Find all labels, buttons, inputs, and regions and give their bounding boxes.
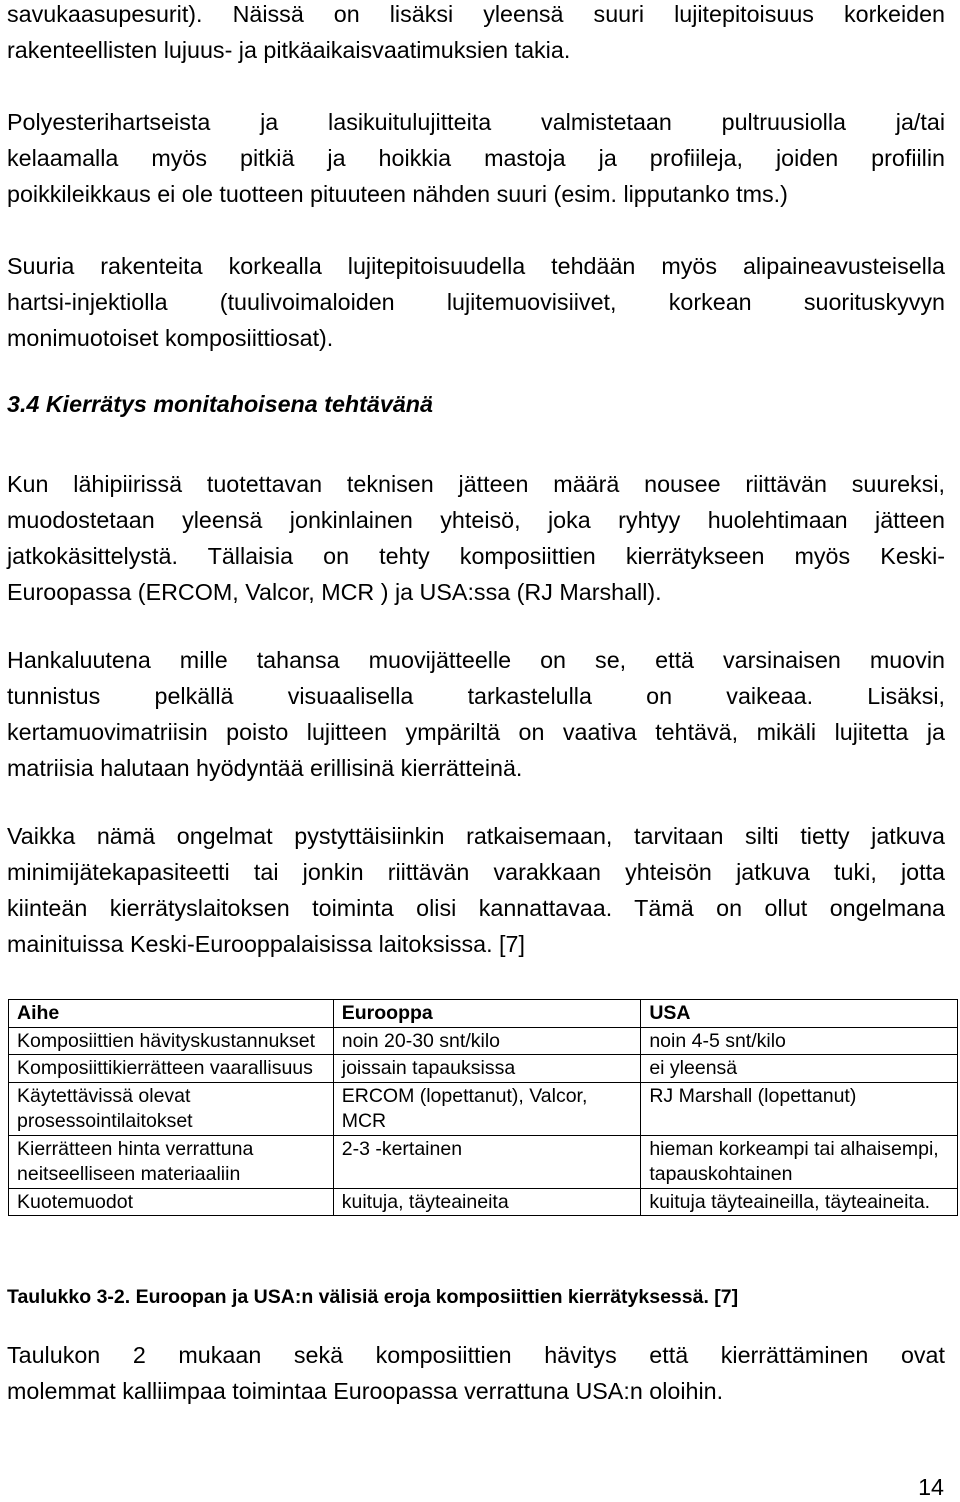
table-cell: Komposiittien hävityskustannukset bbox=[9, 1027, 334, 1055]
table-cell: joissain tapauksissa bbox=[333, 1055, 641, 1083]
text-line: Kun lähipiirissä tuotettavan teknisen jätteen määrä nousee riittävän suureksi, bbox=[7, 471, 945, 497]
table-cell: Käytettävissä olevat prosessointilaitokset bbox=[9, 1082, 334, 1135]
table-cell: kuituja täyteaineilla, täyteaineita. bbox=[641, 1188, 958, 1216]
text-line: Vaikka nämä ongelmat pystyttäisiinkin ratkaisemaan, tarvitaan silti tietty jatkuva bbox=[7, 823, 945, 849]
section-heading: 3.4 Kierrätys monitahoisena tehtävänä bbox=[7, 391, 433, 417]
text-line: Hankaluutena mille tahansa muovijätteelle on se, että varsinaisen muovin bbox=[7, 647, 945, 673]
text-line: Suuria rakenteita korkealla lujitepitoisuudella tehdään myös alipaineavusteisella bbox=[7, 253, 945, 279]
table-cell: ei yleensä bbox=[641, 1055, 958, 1083]
table-cell: Kierrätteen hinta verrattuna neitseelliseen materiaaliin bbox=[9, 1135, 334, 1188]
table-header-row bbox=[9, 1000, 958, 1028]
text-line: monimuotoiset komposiittiosat). bbox=[7, 325, 334, 351]
table-cell: RJ Marshall (lopettanut) bbox=[641, 1082, 958, 1135]
text-line: matriisia halutaan hyödyntää erillisinä kierrätteinä. bbox=[7, 755, 523, 781]
paragraph bbox=[7, 0, 945, 68]
paragraph bbox=[7, 466, 945, 610]
text-line: jatkokäsittelystä. Tällaisia on tehty komposiittien kierrätykseen myös Keski- bbox=[7, 543, 945, 569]
table-cell: noin 20-30 snt/kilo bbox=[333, 1027, 641, 1055]
table-row bbox=[9, 1135, 958, 1188]
text-line: tunnistus pelkällä visuaalisella tarkastelulla on vaikeaa. Lisäksi, bbox=[7, 683, 945, 709]
paragraph bbox=[7, 104, 945, 212]
table-header-cell: Aihe bbox=[9, 1000, 334, 1028]
text-line: kiinteän kierrätyslaitoksen toiminta olisi kannattavaa. Tämä on ollut ongelmana bbox=[7, 895, 945, 921]
text-line: mainituissa Keski-Eurooppalaisissa laitoksissa. [7] bbox=[7, 931, 525, 957]
text-line: Polyesterihartseista ja lasikuitulujitteita valmistetaan pultruusiolla ja/tai bbox=[7, 109, 945, 135]
text-line: minimijätekapasiteetti tai jonkin riittävän varakkaan yhteisön jatkuva tuki, jotta bbox=[7, 859, 945, 885]
text-line: Taulukon 2 mukaan sekä komposiittien hävitys että kierrättäminen ovat bbox=[7, 1342, 945, 1368]
table-cell: hieman korkeampi tai alhaisempi, tapauskohtainen bbox=[641, 1135, 958, 1188]
text-line: muodostetaan yleensä jonkinlainen yhteisö, joka ryhtyy huolehtimaan jätteen bbox=[7, 507, 945, 533]
text-line: hartsi-injektiolla (tuulivoimaloiden lujitemuovisiivet, korkean suorituskyvyn bbox=[7, 289, 945, 315]
text-line: molemmat kalliimpaa toimintaa Euroopassa verrattuna USA:n oloihin. bbox=[7, 1378, 724, 1404]
comparison-table bbox=[8, 999, 958, 1216]
table-caption: Taulukko 3-2. Euroopan ja USA:n välisiä eroja komposiittien kierrätyksessä. [7] bbox=[7, 1286, 739, 1308]
paragraph bbox=[7, 248, 945, 356]
paragraph bbox=[7, 642, 945, 786]
paragraph bbox=[7, 818, 945, 962]
text-line: rakenteellisten lujuus- ja pitkäaikaisvaatimuksien takia. bbox=[7, 37, 571, 63]
table-row bbox=[9, 1055, 958, 1083]
page-number: 14 bbox=[918, 1474, 944, 1500]
table-row bbox=[9, 1188, 958, 1216]
text-line: kertamuovimatriisin poisto lujitteen ympäriltä on vaativa tehtävä, mikäli lujitetta ja bbox=[7, 719, 945, 745]
table-cell: kuituja, täyteaineita bbox=[333, 1188, 641, 1216]
table-row bbox=[9, 1082, 958, 1135]
table-row bbox=[9, 1027, 958, 1055]
text-line: savukaasupesurit). Näissä on lisäksi yleensä suuri lujitepitoisuus korkeiden bbox=[7, 1, 945, 27]
table-cell: Kuotemuodot bbox=[9, 1188, 334, 1216]
table-cell: ERCOM (lopettanut), Valcor, MCR bbox=[333, 1082, 641, 1135]
paragraph bbox=[7, 1337, 945, 1409]
table-cell: noin 4-5 snt/kilo bbox=[641, 1027, 958, 1055]
text-line: poikkileikkaus ei ole tuotteen pituuteen nähden suuri (esim. lipputanko tms.) bbox=[7, 181, 788, 207]
table-cell: Komposiittikierrätteen vaarallisuus bbox=[9, 1055, 334, 1083]
text-line: Euroopassa (ERCOM, Valcor, MCR ) ja USA:ssa (RJ Marshall). bbox=[7, 579, 662, 605]
table-header-cell: Eurooppa bbox=[333, 1000, 641, 1028]
text-line: kelaamalla myös pitkiä ja hoikkia mastoja ja profiileja, joiden profiilin bbox=[7, 145, 945, 171]
table-cell: 2-3 -kertainen bbox=[333, 1135, 641, 1188]
table-header-cell: USA bbox=[641, 1000, 958, 1028]
